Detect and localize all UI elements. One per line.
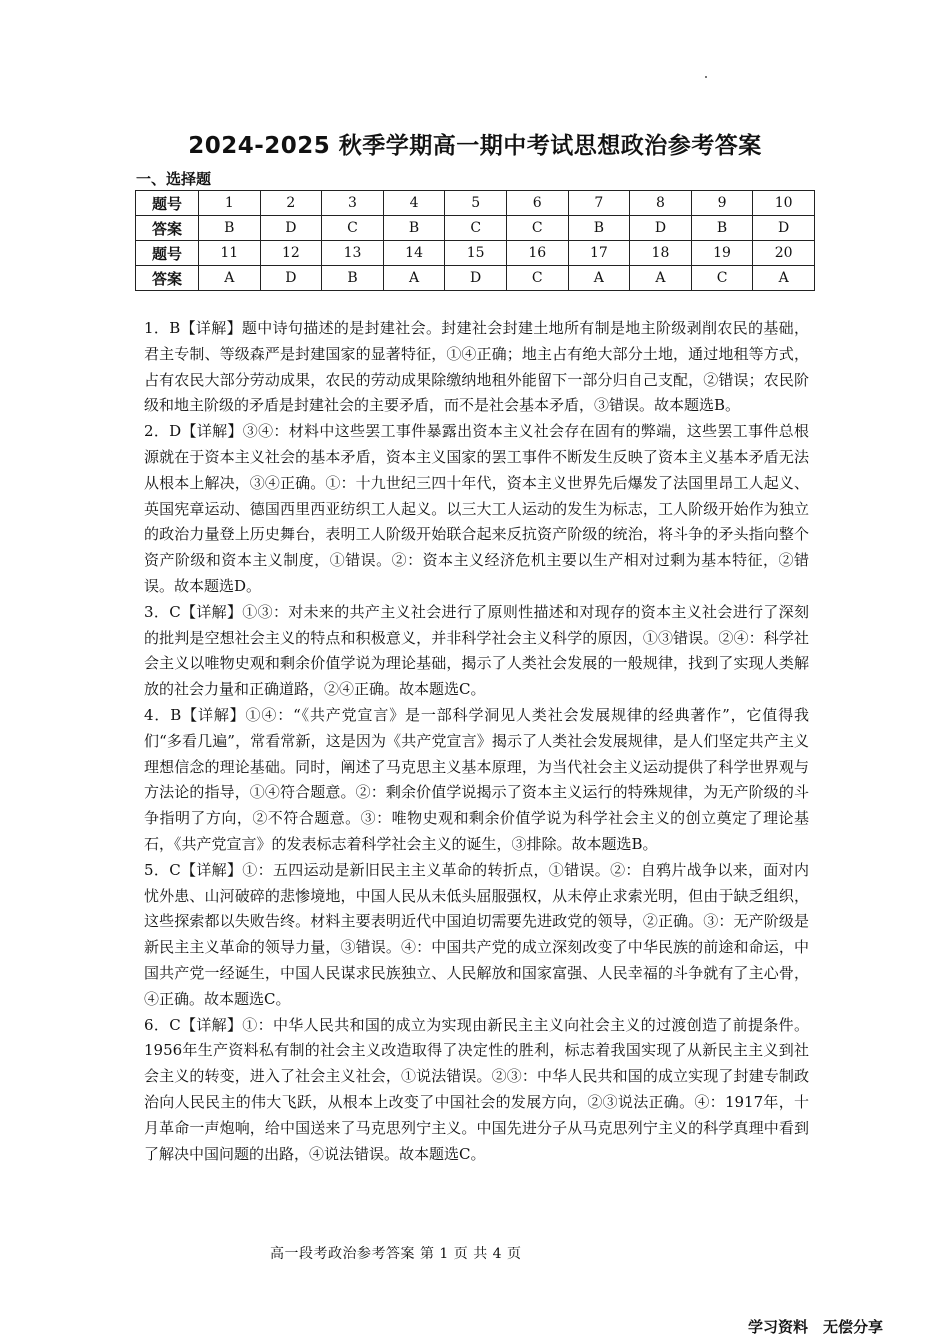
explanation-item: 3．C【详解】①③：对未来的共产主义社会进行了原则性描述和对现存的资本主义社会进行了深刻的批判是空想社会主义的特点和积极意义，并非科学社会主义科学的原因，①③错误。②④：科学社会主义以唯物史观和剩余价值学说为理论基础，揭示了人类社会发展的一般规律，找到了实现人类解放的社会力量和正确道路，②④正确。故本题选C。 xyxy=(144,602,809,699)
answer-table xyxy=(135,190,815,291)
table-cell: A xyxy=(630,266,692,291)
table-cell: 3 xyxy=(322,191,384,216)
table-cell: 7 xyxy=(568,191,630,216)
table-cell: 15 xyxy=(445,241,507,266)
watermark-text: 学习资料 无偿分享 xyxy=(748,1318,884,1336)
table-cell: C xyxy=(445,216,507,241)
table-row xyxy=(136,216,815,241)
section-heading: 一、选择题 xyxy=(136,170,212,188)
table-cell: 10 xyxy=(753,191,815,216)
table-row xyxy=(136,241,815,266)
table-cell: 16 xyxy=(506,241,568,266)
table-cell: B xyxy=(568,216,630,241)
table-cell: 1 xyxy=(199,191,261,216)
table-cell: 18 xyxy=(630,241,692,266)
page-title: 2024-2025 秋季学期高一期中考试思想政治参考答案 xyxy=(188,133,762,159)
explanation-item: 5．C【详解】①：五四运动是新旧民主主义革命的转折点，①错误。②：自鸦片战争以来，面对内忧外患、山河破碎的悲惨境地，中国人民从未低头屈服强权，从未停止求索光明，但由于缺乏组织，这些探索都以失败告终。材料主要表明近代中国迫切需要先进政党的领导，②正确。③：无产阶级是新民主主义革命的领导力量，③错误。④：中国共产党的成立深刻改变了中华民族的前途和命运，中国共产党一经诞生，中国人民谋求民族独立、人民解放和国家富强、人民幸福的斗争就有了主心骨，④正确。故本题选C。 xyxy=(144,860,809,1008)
table-row xyxy=(136,191,815,216)
explanation-item: 6．C【详解】①：中华人民共和国的成立为实现由新民主主义向社会主义的过渡创造了前提条件。1956年生产资料私有制的社会主义改造取得了决定性的胜利，标志着我国实现了从新民主主义到社会主义的转变，进入了社会主义社会，①说法错误。②③：中华人民共和国的成立实现了封建专制政治向人民民主的伟大飞跃，从根本上改变了中国社会的发展方向，②③说法正确。④：1917年，十月革命一声炮响，给中国送来了马克思列宁主义。中国先进分子从马克思列宁主义的科学真理中看到了解决中国问题的出路，④说法错误。故本题选C。 xyxy=(144,1015,809,1163)
explanation-item: 2．D【详解】③④：材料中这些罢工事件暴露出资本主义社会存在固有的弊端，这些罢工事件总根源就在于资本主义社会的基本矛盾，资本主义国家的罢工事件不断发生反映了资本主义基本矛盾无法从根本上解决，③④正确。①：十九世纪三四十年代，资本主义世界先后爆发了法国里昂工人起义、英国宪章运动、德国西里西亚纺织工人起义。以三大工人运动的发生为标志，工人阶级开始作为独立的政治力量登上历史舞台，表明工人阶级开始联合起来反抗资产阶级的统治，将斗争的矛头指向整个资产阶级和资本主义制度，①错误。②：资本主义经济危机主要以生产相对过剩为基本特征，②错误。故本题选D。 xyxy=(144,422,809,595)
table-cell: 2 xyxy=(260,191,322,216)
row-label: 题号 xyxy=(136,191,199,216)
table-cell: B xyxy=(322,266,384,291)
explanations xyxy=(144,316,809,1167)
table-cell: C xyxy=(506,266,568,291)
table-cell: C xyxy=(691,266,753,291)
table-cell: D xyxy=(630,216,692,241)
table-cell: 9 xyxy=(691,191,753,216)
table-row xyxy=(136,266,815,291)
row-label: 答案 xyxy=(136,266,199,291)
table-cell: 19 xyxy=(691,241,753,266)
table-cell: D xyxy=(753,216,815,241)
table-cell: A xyxy=(753,266,815,291)
row-label: 答案 xyxy=(136,216,199,241)
table-cell: D xyxy=(260,266,322,291)
table-cell: 8 xyxy=(630,191,692,216)
table-cell: B xyxy=(691,216,753,241)
table-cell: 20 xyxy=(753,241,815,266)
speck-mark xyxy=(705,76,707,78)
table-cell: B xyxy=(199,216,261,241)
table-cell: C xyxy=(506,216,568,241)
table-cell: C xyxy=(322,216,384,241)
table-cell: A xyxy=(568,266,630,291)
table-cell: D xyxy=(260,216,322,241)
page-footer: 高一段考政治参考答案 第 1 页 共 4 页 xyxy=(270,1246,522,1262)
table-cell: A xyxy=(199,266,261,291)
table-cell: D xyxy=(445,266,507,291)
table-cell: 17 xyxy=(568,241,630,266)
table-cell: 4 xyxy=(383,191,445,216)
explanation-item: 1．B【详解】题中诗句描述的是封建社会。封建社会封建土地所有制是地主阶级剥削农民的基础，君主专制、等级森严是封建国家的显著特征，①④正确；地主占有绝大部分土地，通过地租等方式，占有农民大部分劳动成果，农民的劳动成果除缴纳地租外能留下一部分归自己支配，②错误；农民阶级和地主阶级的矛盾是封建社会的主要矛盾，而不是社会基本矛盾，③错误。故本题选B。 xyxy=(144,319,809,415)
table-cell: 6 xyxy=(506,191,568,216)
table-cell: 14 xyxy=(383,241,445,266)
table-cell: 13 xyxy=(322,241,384,266)
table-cell: 5 xyxy=(445,191,507,216)
row-label: 题号 xyxy=(136,241,199,266)
table-cell: A xyxy=(383,266,445,291)
table-cell: 12 xyxy=(260,241,322,266)
explanation-item: 4．B【详解】①④：“《共产党宣言》是一部科学洞见人类社会发展规律的经典著作”，它值得我们“多看几遍”，常看常新，这是因为《共产党宣言》揭示了人类社会发展规律，是人们坚定共产主义理想信念的理论基础。同时，阐述了马克思主义基本原理，为当代社会主义运动提供了科学世界观与方法论的指导，①④符合题意。②：剩余价值学说揭示了资本主义运行的特殊规律，为无产阶级的斗争指明了方向，②不符合题意。③：唯物史观和剩余价值学说为科学社会主义的创立奠定了理论基石，《共产党宣言》的发表标志着科学社会主义的诞生，③排除。故本题选B。 xyxy=(144,705,809,853)
table-cell: B xyxy=(383,216,445,241)
table-cell: 11 xyxy=(199,241,261,266)
